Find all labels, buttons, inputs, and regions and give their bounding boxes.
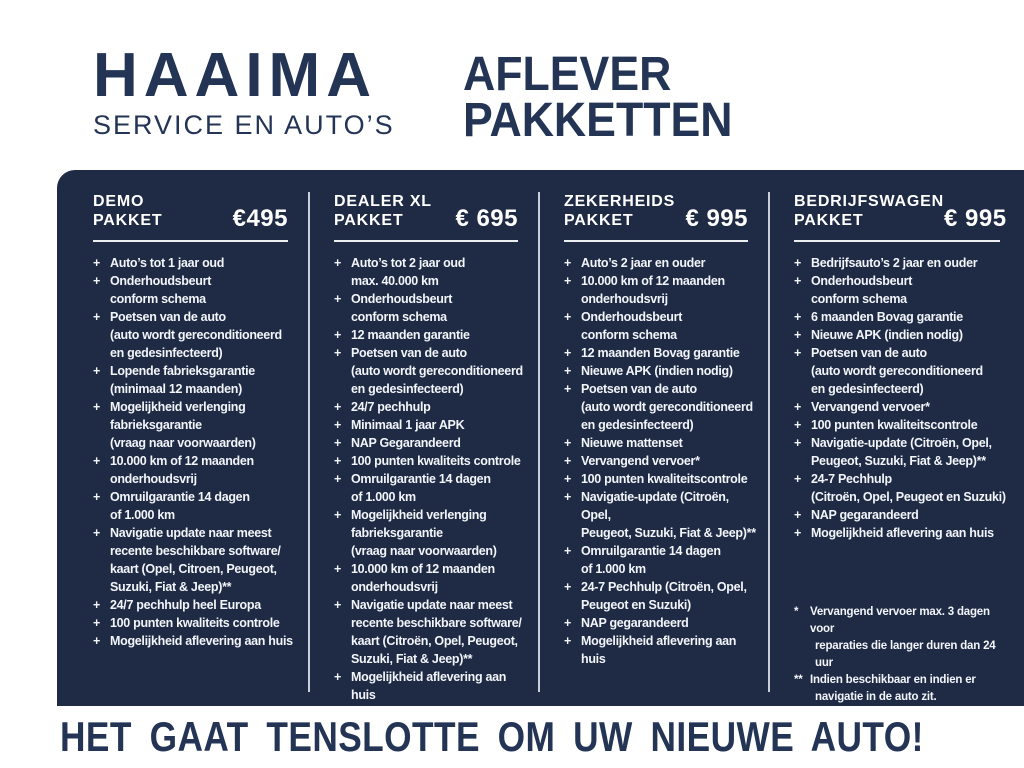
plus-bullet-icon: +	[564, 364, 571, 378]
package-item	[334, 326, 530, 344]
package-title-rule	[93, 240, 288, 242]
package-item	[334, 344, 530, 398]
package-item-text: 100 punten kwaliteits controle	[351, 454, 521, 468]
package-title-rule	[794, 240, 1000, 242]
package-item-text: 12 maanden garantie	[351, 328, 470, 342]
package-column-demo-pakket	[57, 192, 308, 692]
plus-bullet-icon: +	[93, 364, 100, 378]
package-item-text: NAP gegarandeerd	[811, 508, 919, 522]
plus-bullet-icon: +	[334, 598, 341, 612]
package-item-text: 6 maanden Bovag garantie	[811, 310, 963, 324]
package-title: DEALER XL PAKKET	[334, 193, 432, 229]
package-item-text: Onderhoudsbeurt conform schema	[811, 274, 913, 306]
package-item	[794, 434, 1012, 470]
package-item-text: 24-7 Pechhulp (Citroën, Opel, Peugeot en Suzuki)	[811, 472, 1006, 504]
package-item-text: Bedrijfsauto’s 2 jaar en ouder	[811, 256, 978, 270]
package-item-text: Nieuwe APK (indien nodig)	[581, 364, 733, 378]
brand-subtitle: SERVICE EN AUTO’S	[93, 110, 395, 140]
plus-bullet-icon: +	[794, 436, 801, 450]
package-item	[564, 578, 760, 614]
package-item	[334, 668, 530, 704]
plus-bullet-icon: +	[334, 670, 341, 684]
page-title-line1: AFLEVER	[463, 48, 672, 101]
plus-bullet-icon: +	[794, 328, 801, 342]
package-item	[564, 380, 760, 434]
brand-name: HAAIMA	[93, 41, 377, 110]
package-item-text: 24-7 Pechhulp (Citroën, Opel, Peugeot en Suzuki)	[581, 580, 747, 612]
package-item	[794, 254, 1012, 272]
package-price: € 995	[685, 205, 748, 232]
package-header	[334, 192, 518, 230]
footnote	[794, 604, 1012, 672]
package-item	[794, 416, 1012, 434]
plus-bullet-icon: +	[794, 400, 801, 414]
package-item-text: Omruilgarantie 14 dagen of 1.000 km	[351, 472, 491, 504]
package-item	[93, 398, 300, 452]
package-item-text: Vervangend vervoer*	[581, 454, 700, 468]
package-item	[334, 416, 530, 434]
package-item	[564, 272, 760, 308]
plus-bullet-icon: +	[93, 256, 100, 270]
package-item-text: Onderhoudsbeurt conform schema	[351, 292, 453, 324]
package-item	[794, 470, 1012, 506]
plus-bullet-icon: +	[334, 508, 341, 522]
plus-bullet-icon: +	[794, 256, 801, 270]
package-item-text: NAP Gegarandeerd	[351, 436, 461, 450]
package-item	[93, 614, 300, 632]
plus-bullet-icon: +	[93, 598, 100, 612]
footnotes	[794, 604, 1012, 706]
package-column-bedrijfswagen-pakket	[768, 192, 1024, 703]
package-item	[334, 506, 530, 560]
package-item-text: Mogelijkheid verlenging fabrieksgarantie (vraag naar voorwaarden)	[351, 508, 497, 558]
plus-bullet-icon: +	[794, 346, 801, 360]
plus-bullet-icon: +	[334, 292, 341, 306]
plus-bullet-icon: +	[334, 418, 341, 432]
plus-bullet-icon: +	[564, 472, 571, 486]
package-item	[93, 524, 300, 596]
plus-bullet-icon: +	[334, 562, 341, 576]
plus-bullet-icon: +	[334, 400, 341, 414]
brand-logo	[93, 41, 395, 141]
plus-bullet-icon: +	[93, 310, 100, 324]
package-item-text: 100 punten kwaliteitscontrole	[581, 472, 748, 486]
plus-bullet-icon: +	[794, 418, 801, 432]
package-item	[564, 308, 760, 344]
package-item-text: 24/7 pechhulp	[351, 400, 431, 414]
package-item	[334, 398, 530, 416]
plus-bullet-icon: +	[564, 382, 571, 396]
package-item	[93, 254, 300, 272]
package-price: € 995	[943, 205, 1007, 232]
plus-bullet-icon: +	[794, 310, 801, 324]
package-item-text: Mogelijkheid aflevering aan huis	[110, 634, 293, 648]
plus-bullet-icon: +	[564, 454, 571, 468]
page-title-line2: PAKKETTEN	[463, 94, 733, 147]
package-item	[334, 452, 530, 470]
package-item-text: Onderhoudsbeurt conform schema	[110, 274, 212, 306]
package-price: €495	[232, 205, 288, 232]
package-item-list	[93, 254, 300, 650]
package-item-text: Poetsen van de auto (auto wordt gereconditioneerd en gedesinfecteerd)	[110, 310, 282, 360]
package-item	[334, 470, 530, 506]
footnote-text: Vervangend vervoer max. 3 dagen voor reparaties die langer duren dan 24 uur	[810, 606, 996, 669]
package-item	[564, 254, 760, 272]
package-item	[794, 326, 1012, 344]
package-item	[794, 344, 1012, 398]
plus-bullet-icon: +	[564, 256, 571, 270]
package-item-text: Onderhoudsbeurt conform schema	[581, 310, 683, 342]
package-item-text: Mogelijkheid aflevering aan huis	[581, 634, 737, 666]
package-item	[93, 452, 300, 488]
plus-bullet-icon: +	[334, 454, 341, 468]
package-item	[564, 452, 760, 470]
plus-bullet-icon: +	[564, 580, 571, 594]
package-column-dealer-xl-pakket	[308, 192, 538, 702]
footnote-marker: *	[794, 606, 799, 618]
package-title: DEMO PAKKET	[93, 193, 163, 229]
package-item-text: Omruilgarantie 14 dagen of 1.000 km	[110, 490, 250, 522]
plus-bullet-icon: +	[794, 508, 801, 522]
plus-bullet-icon: +	[564, 634, 571, 648]
package-header	[93, 192, 288, 230]
plus-bullet-icon: +	[564, 490, 571, 504]
package-item-text: Navigatie-update (Citroën, Opel, Peugeot, Suzuki, Fiat & Jeep)**	[581, 490, 756, 540]
footnote-marker: **	[794, 674, 803, 686]
plus-bullet-icon: +	[334, 328, 341, 342]
package-item	[794, 506, 1012, 524]
page-title	[463, 48, 733, 147]
package-title-rule	[334, 240, 518, 242]
plus-bullet-icon: +	[93, 634, 100, 648]
package-title: ZEKERHEIDS PAKKET	[564, 193, 676, 229]
plus-bullet-icon: +	[334, 256, 341, 270]
package-item	[564, 362, 760, 380]
package-item-list	[564, 254, 760, 668]
package-item	[93, 632, 300, 650]
package-item-text: Mogelijkheid aflevering aan huis	[351, 670, 507, 702]
plus-bullet-icon: +	[93, 616, 100, 630]
package-item-text: Minimaal 1 jaar APK	[351, 418, 465, 432]
package-item	[794, 398, 1012, 416]
package-item-text: 12 maanden Bovag garantie	[581, 346, 740, 360]
package-title-rule	[564, 240, 748, 242]
package-item-text: Poetsen van de auto (auto wordt gereconditioneerd en gedesinfecteerd)	[581, 382, 753, 432]
plus-bullet-icon: +	[564, 544, 571, 558]
footnote	[794, 672, 1012, 706]
plus-bullet-icon: +	[334, 472, 341, 486]
package-item	[93, 272, 300, 308]
package-title: BEDRIJFSWAGEN PAKKET	[794, 193, 944, 229]
package-item	[93, 362, 300, 398]
package-item-text: 100 punten kwaliteits controle	[110, 616, 280, 630]
package-item	[564, 470, 760, 488]
plus-bullet-icon: +	[794, 274, 801, 288]
package-item-text: Auto’s tot 2 jaar oud max. 40.000 km	[351, 256, 466, 288]
package-item-text: 10.000 km of 12 maanden onderhoudsvrij	[351, 562, 495, 594]
package-item	[334, 434, 530, 452]
package-item	[334, 290, 530, 326]
plus-bullet-icon: +	[564, 616, 571, 630]
plus-bullet-icon: +	[794, 472, 801, 486]
footnote-text: Indien beschikbaar en indien er navigatie in de auto zit.	[810, 674, 976, 703]
package-item-text: Omruilgarantie 14 dagen of 1.000 km	[581, 544, 721, 576]
plus-bullet-icon: +	[93, 274, 100, 288]
package-item-text: Poetsen van de auto (auto wordt gereconditioneerd en gedesinfecteerd)	[351, 346, 523, 396]
plus-bullet-icon: +	[334, 346, 341, 360]
package-item	[564, 614, 760, 632]
package-item	[794, 308, 1012, 326]
package-item-text: Vervangend vervoer*	[811, 400, 930, 414]
package-item	[564, 434, 760, 452]
plus-bullet-icon: +	[564, 436, 571, 450]
package-item-text: NAP gegarandeerd	[581, 616, 689, 630]
package-item-text: Nieuwe APK (indien nodig)	[811, 328, 963, 342]
plus-bullet-icon: +	[794, 526, 801, 540]
package-price: € 695	[455, 205, 518, 232]
package-item-text: Mogelijkheid verlenging fabrieksgarantie (vraag naar voorwaarden)	[110, 400, 256, 450]
package-item-text: 24/7 pechhulp heel Europa	[110, 598, 261, 612]
package-item	[93, 596, 300, 614]
plus-bullet-icon: +	[564, 310, 571, 324]
package-item-text: Lopende fabrieksgarantie (minimaal 12 maanden)	[110, 364, 255, 396]
package-item	[564, 344, 760, 362]
package-item	[564, 632, 760, 668]
package-item-text: Navigatie update naar meest recente beschikbare software/ kaart (Opel, Citroen, Peugeot, Suzuki, Fiat & Jeep)**	[110, 526, 281, 594]
package-item	[93, 308, 300, 362]
package-item-text: Nieuwe mattenset	[581, 436, 683, 450]
package-item-text: Mogelijkheid aflevering aan huis	[811, 526, 994, 540]
package-item-text: Poetsen van de auto (auto wordt gereconditioneerd en gedesinfecteerd)	[811, 346, 983, 396]
package-header	[564, 192, 748, 230]
package-item-text: 100 punten kwaliteitscontrole	[811, 418, 978, 432]
package-item	[334, 254, 530, 290]
package-item	[93, 488, 300, 524]
package-item	[564, 542, 760, 578]
plus-bullet-icon: +	[334, 436, 341, 450]
package-item-text: 10.000 km of 12 maanden onderhoudsvrij	[581, 274, 725, 306]
package-item-list	[794, 254, 1012, 542]
package-item	[334, 596, 530, 668]
package-column-zekerheids-pakket	[538, 192, 768, 692]
package-item-text: Auto’s 2 jaar en ouder	[581, 256, 706, 270]
plus-bullet-icon: +	[93, 454, 100, 468]
plus-bullet-icon: +	[93, 490, 100, 504]
package-item-text: Auto’s tot 1 jaar oud	[110, 256, 225, 270]
package-item	[334, 560, 530, 596]
bottom-tagline: HET GAAT TENSLOTTE OM UW NIEUWE AUTO!	[60, 713, 924, 760]
package-item-list	[334, 254, 530, 704]
plus-bullet-icon: +	[93, 400, 100, 414]
package-header	[794, 192, 1007, 232]
plus-bullet-icon: +	[93, 526, 100, 540]
plus-bullet-icon: +	[564, 346, 571, 360]
package-item	[794, 272, 1012, 308]
packages-card	[57, 170, 1024, 706]
package-item-text: Navigatie update naar meest recente beschikbare software/ kaart (Citroën, Opel, Peugeot, Suzuki, Fiat & Jeep)**	[351, 598, 522, 666]
package-item	[564, 488, 760, 542]
plus-bullet-icon: +	[564, 274, 571, 288]
package-item-text: Navigatie-update (Citroën, Opel, Peugeot, Suzuki, Fiat & Jeep)**	[811, 436, 992, 468]
package-item	[794, 524, 1012, 542]
package-item-text: 10.000 km of 12 maanden onderhoudsvrij	[110, 454, 254, 486]
